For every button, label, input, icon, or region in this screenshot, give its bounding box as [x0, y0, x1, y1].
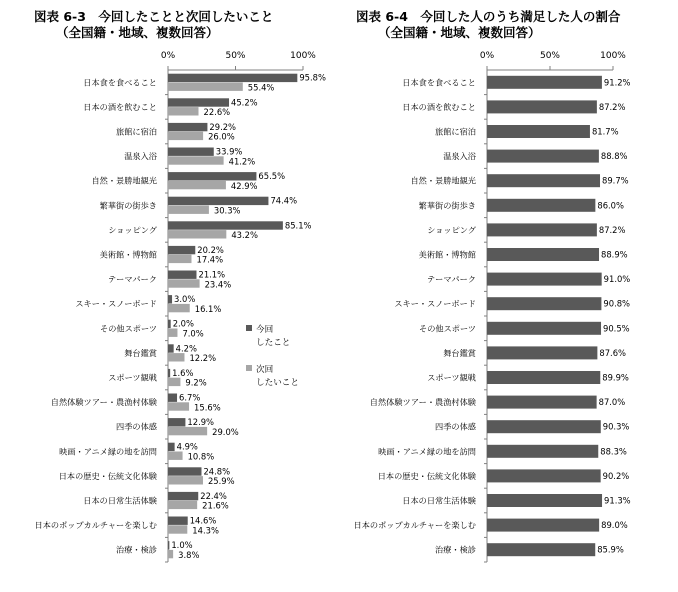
- category-label: 美術館・博物館: [418, 249, 476, 260]
- category-label: 日本の歴史・伝統文化体験: [58, 470, 157, 481]
- bar-satisfaction: [487, 125, 590, 138]
- data-label-satisfaction: 89.9%: [602, 372, 629, 383]
- bar-next-time: [168, 83, 243, 91]
- data-label-satisfaction: 91.2%: [603, 77, 631, 88]
- bar-next-time: [168, 501, 197, 509]
- data-label-satisfaction: 86.0%: [597, 200, 624, 211]
- data-label-next-time: 22.6%: [203, 107, 231, 118]
- data-label-next-time: 17.4%: [196, 254, 224, 265]
- bar-this-time: [168, 344, 174, 352]
- legend-label: したこと: [256, 338, 291, 348]
- data-label-satisfaction: 91.0%: [603, 274, 631, 285]
- bar-satisfaction: [487, 150, 599, 163]
- bar-this-time: [168, 197, 268, 205]
- data-label-this-time: 24.8%: [203, 466, 231, 477]
- data-label-satisfaction: 89.0%: [601, 520, 628, 531]
- bar-next-time: [168, 206, 209, 214]
- category-label: スキー・スノーボード: [75, 298, 157, 309]
- bar-satisfaction: [487, 174, 600, 187]
- category-label: 日本のポップカルチャーを楽しむ: [34, 520, 157, 531]
- category-label: 四季の体感: [435, 421, 476, 432]
- category-label: 自然体験ツアー・農漁村体験: [369, 397, 476, 408]
- bar-next-time: [168, 107, 199, 115]
- bar-next-time: [168, 255, 191, 263]
- bar-next-time: [168, 279, 200, 287]
- data-label-satisfaction: 88.3%: [600, 446, 627, 457]
- bar-satisfaction: [487, 199, 595, 212]
- data-label-satisfaction: 87.2%: [598, 224, 626, 235]
- data-label-next-time: 43.2%: [231, 230, 258, 241]
- bar-next-time: [168, 181, 226, 189]
- data-label-this-time: 45.2%: [231, 97, 258, 108]
- bar-satisfaction: [487, 100, 597, 113]
- data-label-satisfaction: 90.2%: [602, 470, 630, 481]
- category-label: 日本のポップカルチャーを楽しむ: [353, 520, 476, 531]
- data-label-this-time: 1.0%: [171, 540, 193, 551]
- bar-satisfaction: [487, 420, 601, 433]
- data-label-this-time: 74.4%: [270, 195, 298, 206]
- category-label: 舞台鑑賞: [443, 347, 476, 358]
- bar-this-time: [168, 492, 198, 500]
- data-label-next-time: 9.2%: [185, 377, 207, 388]
- bar-next-time: [168, 132, 203, 140]
- category-label: スキー・スノーボード: [394, 298, 476, 309]
- bar-satisfaction: [487, 494, 602, 507]
- bar-this-time: [168, 98, 229, 106]
- bar-this-time: [168, 295, 172, 303]
- category-label: 繁華街の街歩き: [418, 200, 476, 211]
- bar-this-time: [168, 123, 207, 131]
- bar-next-time: [168, 525, 187, 533]
- legend-swatch-next-time: [246, 365, 252, 371]
- bar-this-time: [168, 418, 185, 426]
- data-label-next-time: 29.0%: [212, 426, 239, 437]
- data-label-next-time: 26.0%: [208, 131, 235, 142]
- bar-satisfaction: [487, 396, 597, 409]
- bar-this-time: [168, 221, 283, 229]
- bar-this-time: [168, 74, 297, 82]
- category-label: スポーツ観戦: [427, 372, 476, 383]
- category-label: 自然体験ツアー・農漁村体験: [50, 397, 157, 408]
- bar-next-time: [168, 329, 177, 337]
- x-tick-label: 100%: [600, 51, 626, 61]
- bar-this-time: [168, 369, 170, 377]
- data-label-next-time: 25.9%: [207, 476, 235, 487]
- data-label-next-time: 41.2%: [228, 156, 256, 167]
- data-label-this-time: 4.2%: [175, 343, 197, 354]
- data-label-next-time: 42.9%: [230, 180, 258, 191]
- category-label: ショッピング: [108, 224, 157, 235]
- category-label: 温泉入浴: [443, 151, 476, 162]
- bar-next-time: [168, 452, 183, 460]
- category-label: 日本食を食べること: [402, 77, 476, 88]
- chart-6-3-title-text: 図表 6-3 今回したことと次回したいこと: [34, 9, 274, 24]
- data-label-this-time: 4.9%: [176, 441, 198, 452]
- data-label-satisfaction: 91.3%: [604, 495, 631, 506]
- data-label-this-time: 14.6%: [189, 515, 217, 526]
- legend-swatch-this-time: [246, 325, 252, 331]
- bar-satisfaction: [487, 297, 601, 310]
- data-label-next-time: 10.8%: [187, 451, 215, 462]
- bar-next-time: [168, 156, 224, 164]
- bar-satisfaction: [487, 76, 602, 89]
- data-label-this-time: 95.8%: [299, 72, 326, 83]
- chart-6-4-subtitle: （全国籍・地域、複数回答）: [378, 25, 541, 40]
- data-label-this-time: 3.0%: [174, 294, 196, 305]
- category-label: その他スポーツ: [419, 323, 476, 334]
- data-label-satisfaction: 89.7%: [602, 175, 629, 186]
- data-label-satisfaction: 90.3%: [602, 421, 630, 432]
- data-label-this-time: 21.1%: [198, 269, 226, 280]
- bar-this-time: [168, 517, 188, 525]
- data-label-satisfaction: 88.8%: [600, 151, 628, 162]
- category-label: 日本の歴史・伝統文化体験: [377, 470, 476, 481]
- data-label-this-time: 6.7%: [179, 392, 201, 403]
- bar-next-time: [168, 230, 226, 238]
- data-label-satisfaction: 87.6%: [599, 347, 626, 358]
- data-label-satisfaction: 81.7%: [591, 126, 619, 137]
- bar-next-time: [168, 353, 184, 361]
- category-label: 日本の日常生活体験: [83, 495, 157, 506]
- x-tick-label: 50%: [225, 51, 246, 61]
- bar-satisfaction: [487, 519, 599, 532]
- bar-next-time: [168, 427, 207, 435]
- bar-this-time: [168, 172, 256, 180]
- category-label: 舞台鑑賞: [124, 347, 157, 358]
- bar-satisfaction: [487, 223, 597, 236]
- data-label-satisfaction: 90.5%: [603, 323, 630, 334]
- bar-this-time: [168, 271, 196, 279]
- legend-label: したいこと: [256, 378, 299, 388]
- data-label-next-time: 14.3%: [192, 525, 219, 536]
- category-label: 自然・景勝地観光: [410, 175, 476, 186]
- bar-this-time: [168, 443, 175, 451]
- bar-satisfaction: [487, 322, 601, 335]
- bar-this-time: [168, 541, 169, 549]
- bar-next-time: [168, 402, 189, 410]
- category-label: 映画・アニメ縁の地を訪問: [378, 446, 476, 457]
- data-label-this-time: 65.5%: [258, 171, 286, 182]
- bar-satisfaction: [487, 469, 601, 482]
- bar-this-time: [168, 467, 201, 475]
- category-label: 美術館・博物館: [99, 249, 157, 260]
- category-label: 旅館に宿泊: [116, 126, 157, 137]
- category-label: 温泉入浴: [124, 151, 157, 162]
- category-label: その他スポーツ: [100, 323, 157, 334]
- data-label-next-time: 23.4%: [204, 279, 232, 290]
- bar-satisfaction: [487, 273, 602, 286]
- bar-satisfaction: [487, 543, 595, 556]
- data-label-this-time: 12.9%: [187, 417, 215, 428]
- bar-satisfaction: [487, 248, 599, 261]
- data-label-this-time: 1.6%: [172, 367, 194, 378]
- data-label-satisfaction: 88.9%: [601, 249, 628, 260]
- chart-6-4-title-text: 図表 6-4 今回した人のうち満足した人の割合: [356, 9, 621, 24]
- data-label-this-time: 22.4%: [200, 490, 227, 501]
- category-label: 自然・景勝地観光: [91, 175, 157, 186]
- category-label: 日本の日常生活体験: [402, 495, 476, 506]
- legend-label: 今回: [256, 325, 274, 335]
- category-label: ショッピング: [427, 224, 476, 235]
- category-label: 四季の体感: [116, 421, 157, 432]
- x-tick-label: 0%: [479, 51, 495, 61]
- category-label: 日本の酒を飲むこと: [83, 101, 157, 112]
- legend-label: 次回: [256, 365, 274, 375]
- bar-this-time: [168, 320, 171, 328]
- data-label-this-time: 33.9%: [215, 146, 243, 157]
- data-label-next-time: 55.4%: [247, 82, 275, 93]
- data-label-satisfaction: 90.8%: [603, 298, 631, 309]
- bar-next-time: [168, 304, 190, 312]
- data-label-next-time: 16.1%: [194, 303, 222, 314]
- category-label: スポーツ観戦: [108, 372, 157, 383]
- category-label: 日本の酒を飲むこと: [402, 101, 476, 112]
- category-label: 繁華街の街歩き: [99, 200, 157, 211]
- data-label-this-time: 29.2%: [209, 121, 237, 132]
- data-label-satisfaction: 87.2%: [598, 101, 626, 112]
- bar-next-time: [168, 550, 173, 558]
- bar-next-time: [168, 378, 180, 386]
- data-label-this-time: 20.2%: [197, 244, 224, 255]
- x-tick-label: 0%: [160, 51, 176, 61]
- category-label: テーマパーク: [426, 274, 476, 285]
- chart-6-3-subtitle: （全国籍・地域、複数回答）: [56, 25, 219, 40]
- data-label-next-time: 30.3%: [213, 205, 241, 216]
- category-label: 治療・検診: [116, 544, 157, 555]
- data-label-next-time: 15.6%: [194, 402, 221, 413]
- bar-next-time: [168, 476, 203, 484]
- bar-this-time: [168, 394, 177, 402]
- data-label-next-time: 3.8%: [178, 549, 200, 560]
- bar-satisfaction: [487, 371, 600, 384]
- bar-satisfaction: [487, 445, 598, 458]
- data-label-next-time: 21.6%: [202, 500, 229, 511]
- category-label: 旅館に宿泊: [435, 126, 476, 137]
- data-label-this-time: 85.1%: [284, 220, 312, 231]
- data-label-next-time: 7.0%: [182, 328, 204, 339]
- x-tick-label: 100%: [290, 51, 316, 61]
- data-label-satisfaction: 85.9%: [597, 544, 624, 555]
- data-label-this-time: 2.0%: [172, 318, 194, 329]
- category-label: テーマパーク: [107, 274, 157, 285]
- bar-this-time: [168, 246, 195, 254]
- category-label: 日本食を食べること: [83, 77, 157, 88]
- data-label-satisfaction: 87.0%: [598, 397, 626, 408]
- x-tick-label: 50%: [539, 51, 561, 61]
- bar-this-time: [168, 148, 214, 156]
- category-label: 映画・アニメ縁の地を訪問: [59, 446, 157, 457]
- bar-satisfaction: [487, 346, 597, 359]
- data-label-next-time: 12.2%: [189, 353, 217, 364]
- category-label: 治療・検診: [435, 544, 476, 555]
